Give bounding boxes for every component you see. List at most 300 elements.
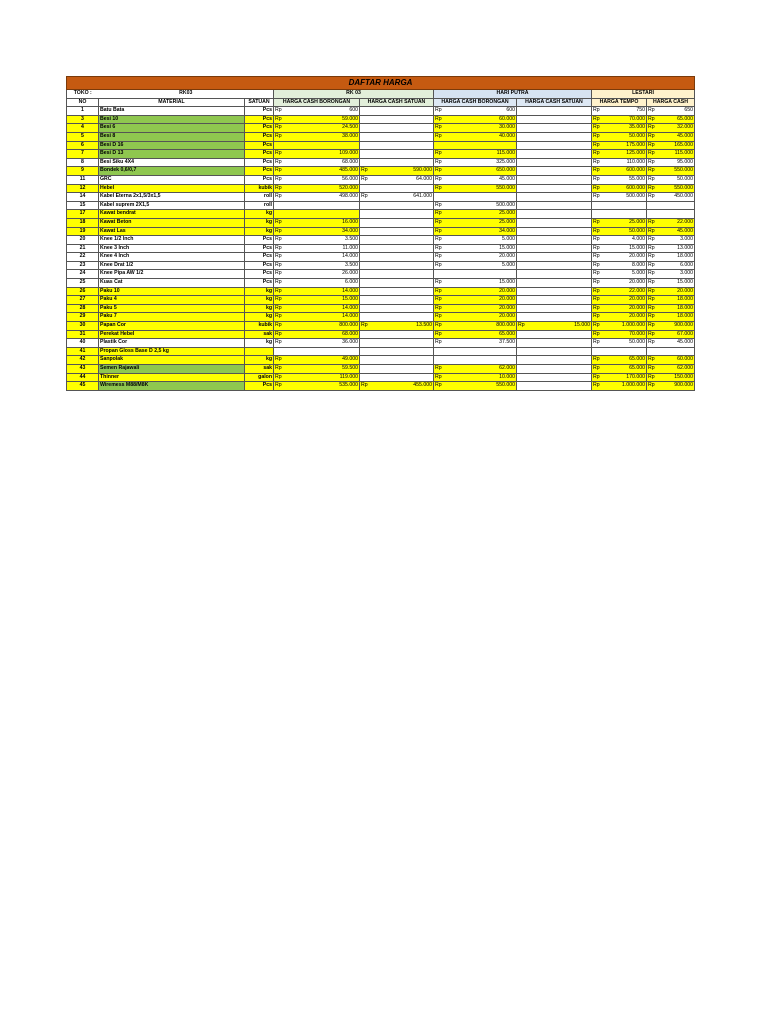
currency-label-haripu-borongan (434, 270, 444, 279)
unit-cell: Pcs (245, 150, 274, 159)
currency-label-haripu-satuan: Rp (517, 322, 527, 331)
price-lestari-tempo: 50.000 (602, 132, 647, 141)
currency-label-rk03-borongan: Rp (274, 304, 284, 313)
sheet-title: DAFTAR HARGA (67, 77, 695, 90)
row-number: 29 (67, 313, 99, 322)
material-name: Sanpolak (99, 356, 245, 365)
currency-label-lestari-tempo: Rp (592, 244, 602, 253)
price-rk03-borongan: 14.000 (284, 304, 360, 313)
material-name: Knee 3 Inch (99, 244, 245, 253)
price-lestari-cash: 150.000 (657, 373, 695, 382)
table-row (67, 356, 695, 365)
price-lestari-cash: 50.000 (657, 175, 695, 184)
material-name: Paku 10 (99, 287, 245, 296)
price-rk03-borongan: 15.000 (284, 296, 360, 305)
price-lestari-tempo: 4.000 (602, 236, 647, 245)
price-rk03-borongan: 14.000 (284, 253, 360, 262)
currency-label-rk03-borongan: Rp (274, 253, 284, 262)
unit-cell: kg (245, 313, 274, 322)
price-rk03-satuan (370, 201, 434, 210)
row-number: 42 (67, 356, 99, 365)
shop-header-rk03: RK 03 (274, 90, 434, 99)
currency-label-haripu-satuan (517, 373, 527, 382)
currency-label-rk03-satuan: Rp (360, 382, 370, 391)
unit-cell: kg (245, 339, 274, 348)
price-rk03-borongan: 14.000 (284, 313, 360, 322)
price-haripu-satuan (527, 124, 592, 133)
price-rk03-borongan: 800.000 (284, 322, 360, 331)
price-lestari-cash: 3.000 (657, 236, 695, 245)
col-header-borongan-2: HARGA CASH BORONGAN (434, 98, 517, 107)
currency-label-rk03-borongan: Rp (274, 107, 284, 116)
currency-label-haripu-satuan (517, 339, 527, 348)
price-lestari-cash: 115.000 (657, 150, 695, 159)
price-lestari-tempo: 65.000 (602, 365, 647, 374)
currency-label-lestari-cash: Rp (647, 365, 657, 374)
currency-label-lestari-tempo: Rp (592, 382, 602, 391)
price-rk03-borongan: 49.000 (284, 356, 360, 365)
price-lestari-cash: 900.000 (657, 382, 695, 391)
currency-label-rk03-borongan: Rp (274, 382, 284, 391)
price-haripu-satuan (527, 115, 592, 124)
price-lestari-tempo: 125.000 (602, 150, 647, 159)
price-haripu-borongan: 5.000 (444, 236, 517, 245)
price-haripu-borongan: 30.000 (444, 124, 517, 133)
table-row (67, 313, 695, 322)
row-number: 24 (67, 270, 99, 279)
price-haripu-satuan (527, 107, 592, 116)
currency-label-rk03-satuan: Rp (360, 322, 370, 331)
row-number: 41 (67, 347, 99, 356)
currency-label-haripu-borongan: Rp (434, 107, 444, 116)
currency-label-haripu-borongan (434, 141, 444, 150)
price-rk03-satuan (370, 313, 434, 322)
price-haripu-borongan: 115.000 (444, 150, 517, 159)
currency-label-lestari-cash: Rp (647, 287, 657, 296)
table-row (67, 279, 695, 288)
price-haripu-satuan (527, 184, 592, 193)
col-header-borongan-1: HARGA CASH BORONGAN (274, 98, 360, 107)
shop-header-lestari: LESTARI (592, 90, 695, 99)
price-haripu-borongan: 10.000 (444, 373, 517, 382)
currency-label-haripu-satuan (517, 210, 527, 219)
col-header-satuan: SATUAN (245, 98, 274, 107)
price-rk03-satuan (370, 210, 434, 219)
currency-label-haripu-satuan (517, 175, 527, 184)
currency-label-rk03-borongan: Rp (274, 373, 284, 382)
price-rk03-satuan (370, 365, 434, 374)
price-lestari-cash: 60.000 (657, 356, 695, 365)
material-name: Besi D 13 (99, 150, 245, 159)
price-rk03-borongan: 16.000 (284, 218, 360, 227)
currency-label-rk03-borongan (274, 210, 284, 219)
unit-cell: kg (245, 210, 274, 219)
price-rk03-borongan: 3.500 (284, 261, 360, 270)
price-rk03-satuan (370, 330, 434, 339)
currency-label-lestari-cash: Rp (647, 158, 657, 167)
price-rk03-borongan: 535.000 (284, 382, 360, 391)
price-haripu-satuan (527, 253, 592, 262)
price-rk03-satuan (370, 132, 434, 141)
price-rk03-borongan: 26.000 (284, 270, 360, 279)
price-haripu-borongan: 37.500 (444, 339, 517, 348)
unit-cell: kg (245, 356, 274, 365)
material-name: Plastik Cor (99, 339, 245, 348)
currency-label-haripu-satuan (517, 184, 527, 193)
material-name: Knee 1/2 Inch (99, 236, 245, 245)
price-haripu-satuan (527, 270, 592, 279)
currency-label-rk03-borongan: Rp (274, 339, 284, 348)
table-row (67, 184, 695, 193)
price-rk03-satuan (370, 279, 434, 288)
currency-label-rk03-satuan (360, 236, 370, 245)
unit-cell: roll (245, 201, 274, 210)
price-rk03-satuan (370, 124, 434, 133)
price-lestari-tempo: 35.000 (602, 124, 647, 133)
row-number: 43 (67, 365, 99, 374)
unit-cell: Pcs (245, 261, 274, 270)
price-lestari-tempo: 25.000 (602, 218, 647, 227)
currency-label-rk03-borongan: Rp (274, 365, 284, 374)
price-lestari-tempo: 15.000 (602, 244, 647, 253)
price-haripu-borongan: 15.000 (444, 244, 517, 253)
price-lestari-cash: 650 (657, 107, 695, 116)
price-haripu-borongan: 20.000 (444, 253, 517, 262)
currency-label-rk03-borongan: Rp (274, 184, 284, 193)
currency-label-rk03-satuan (360, 244, 370, 253)
price-haripu-satuan (527, 347, 592, 356)
currency-label-rk03-borongan: Rp (274, 167, 284, 176)
currency-label-haripu-satuan (517, 132, 527, 141)
material-name: GRC (99, 175, 245, 184)
row-number: 5 (67, 132, 99, 141)
unit-cell: Pcs (245, 141, 274, 150)
currency-label-rk03-borongan: Rp (274, 313, 284, 322)
table-row (67, 373, 695, 382)
currency-label-haripu-satuan (517, 347, 527, 356)
row-number: 45 (67, 382, 99, 391)
currency-label-lestari-cash: Rp (647, 141, 657, 150)
currency-label-lestari-tempo: Rp (592, 115, 602, 124)
price-lestari-tempo: 110.000 (602, 158, 647, 167)
currency-label-lestari-tempo: Rp (592, 322, 602, 331)
currency-label-lestari-tempo: Rp (592, 124, 602, 133)
currency-label-lestari-tempo: Rp (592, 132, 602, 141)
currency-label-rk03-satuan (360, 115, 370, 124)
price-haripu-borongan: 25.000 (444, 210, 517, 219)
material-name: Thinner (99, 373, 245, 382)
table-row (67, 115, 695, 124)
table-row (67, 218, 695, 227)
price-haripu-satuan (527, 339, 592, 348)
currency-label-rk03-satuan (360, 132, 370, 141)
currency-label-haripu-borongan (434, 347, 444, 356)
table-row (67, 287, 695, 296)
currency-label-rk03-satuan (360, 339, 370, 348)
currency-label-lestari-cash: Rp (647, 313, 657, 322)
currency-label-rk03-borongan: Rp (274, 150, 284, 159)
currency-label-lestari-tempo: Rp (592, 373, 602, 382)
table-row (67, 107, 695, 116)
price-haripu-satuan (527, 158, 592, 167)
price-lestari-cash: 22.000 (657, 218, 695, 227)
price-haripu-satuan (527, 141, 592, 150)
currency-label-rk03-satuan (360, 150, 370, 159)
price-lestari-tempo: 170.000 (602, 373, 647, 382)
table-row (67, 193, 695, 202)
table-row (67, 253, 695, 262)
currency-label-lestari-cash: Rp (647, 236, 657, 245)
currency-label-lestari-tempo: Rp (592, 175, 602, 184)
col-header-tempo: HARGA TEMPO (592, 98, 647, 107)
currency-label-rk03-borongan: Rp (274, 279, 284, 288)
material-name: Besi Siku 4X4 (99, 158, 245, 167)
unit-cell: kg (245, 227, 274, 236)
price-haripu-satuan (527, 193, 592, 202)
unit-cell: Pcs (245, 158, 274, 167)
price-lestari-tempo: 70.000 (602, 330, 647, 339)
currency-label-rk03-satuan (360, 313, 370, 322)
currency-label-lestari-cash: Rp (647, 193, 657, 202)
price-haripu-borongan (444, 270, 517, 279)
currency-label-rk03-satuan (360, 261, 370, 270)
price-rk03-satuan (370, 227, 434, 236)
table-row (67, 210, 695, 219)
price-lestari-cash: 550.000 (657, 167, 695, 176)
currency-label-haripu-satuan (517, 270, 527, 279)
currency-label-rk03-satuan (360, 373, 370, 382)
currency-label-lestari-cash: Rp (647, 175, 657, 184)
row-number: 27 (67, 296, 99, 305)
price-rk03-satuan (370, 141, 434, 150)
price-lestari-tempo: 600.000 (602, 184, 647, 193)
price-rk03-borongan: 56.000 (284, 175, 360, 184)
unit-cell: kg (245, 296, 274, 305)
row-number: 17 (67, 210, 99, 219)
currency-label-haripu-satuan (517, 167, 527, 176)
currency-label-haripu-satuan (517, 356, 527, 365)
row-number: 8 (67, 158, 99, 167)
currency-label-lestari-tempo: Rp (592, 227, 602, 236)
price-lestari-cash: 3.000 (657, 270, 695, 279)
currency-label-rk03-satuan (360, 124, 370, 133)
price-lestari-cash: 6.000 (657, 261, 695, 270)
unit-cell: Pcs (245, 175, 274, 184)
price-haripu-satuan: 15.000 (527, 322, 592, 331)
currency-label-rk03-satuan (360, 296, 370, 305)
row-number: 6 (67, 141, 99, 150)
price-lestari-cash: 18.000 (657, 313, 695, 322)
price-rk03-satuan (370, 218, 434, 227)
currency-label-lestari-cash: Rp (647, 115, 657, 124)
currency-label-haripu-satuan (517, 107, 527, 116)
unit-cell: kg (245, 304, 274, 313)
currency-label-rk03-satuan: Rp (360, 175, 370, 184)
currency-label-haripu-borongan: Rp (434, 236, 444, 245)
table-row (67, 347, 695, 356)
currency-label-haripu-satuan (517, 253, 527, 262)
price-rk03-satuan (370, 150, 434, 159)
price-lestari-cash: 15.000 (657, 279, 695, 288)
currency-label-haripu-satuan (517, 365, 527, 374)
price-rk03-satuan (370, 339, 434, 348)
material-name: Kabel suprem 2X1,5 (99, 201, 245, 210)
price-haripu-satuan (527, 287, 592, 296)
price-haripu-satuan (527, 261, 592, 270)
price-lestari-cash: 65.000 (657, 115, 695, 124)
currency-label-haripu-satuan (517, 141, 527, 150)
row-number: 12 (67, 184, 99, 193)
currency-label-lestari-cash: Rp (647, 124, 657, 133)
unit-cell: Pcs (245, 115, 274, 124)
currency-label-rk03-borongan: Rp (274, 158, 284, 167)
price-lestari-cash: 20.000 (657, 287, 695, 296)
currency-label-lestari-tempo: Rp (592, 270, 602, 279)
table-row (67, 158, 695, 167)
currency-label-haripu-borongan: Rp (434, 296, 444, 305)
currency-label-rk03-satuan (360, 184, 370, 193)
currency-label-lestari-cash: Rp (647, 373, 657, 382)
price-rk03-borongan: 38.000 (284, 132, 360, 141)
price-haripu-borongan: 550.000 (444, 382, 517, 391)
price-list-sheet (66, 76, 694, 391)
unit-cell: Pcs (245, 124, 274, 133)
row-number: 21 (67, 244, 99, 253)
unit-cell (245, 347, 274, 356)
currency-label-lestari-tempo: Rp (592, 356, 602, 365)
price-rk03-borongan: 3.500 (284, 236, 360, 245)
currency-label-lestari-cash (647, 210, 657, 219)
price-rk03-borongan: 36.000 (284, 339, 360, 348)
price-lestari-tempo: 1.000.000 (602, 382, 647, 391)
price-rk03-borongan: 34.000 (284, 227, 360, 236)
price-rk03-borongan: 6.000 (284, 279, 360, 288)
currency-label-lestari-cash (647, 347, 657, 356)
currency-label-lestari-tempo: Rp (592, 261, 602, 270)
currency-label-haripu-satuan (517, 236, 527, 245)
price-lestari-tempo: 5.000 (602, 270, 647, 279)
price-lestari-tempo: 65.000 (602, 356, 647, 365)
price-lestari-cash: 165.000 (657, 141, 695, 150)
price-haripu-satuan (527, 279, 592, 288)
currency-label-rk03-satuan (360, 270, 370, 279)
price-lestari-tempo: 20.000 (602, 304, 647, 313)
currency-label-lestari-tempo: Rp (592, 107, 602, 116)
price-haripu-borongan: 20.000 (444, 304, 517, 313)
material-name: Bondek 0,6/0,7 (99, 167, 245, 176)
price-lestari-cash: 62.000 (657, 365, 695, 374)
unit-cell: roll (245, 193, 274, 202)
table-row (67, 141, 695, 150)
unit-cell: kubik (245, 322, 274, 331)
price-haripu-borongan: 20.000 (444, 296, 517, 305)
currency-label-lestari-tempo (592, 347, 602, 356)
price-lestari-tempo (602, 347, 647, 356)
table-row (67, 227, 695, 236)
price-rk03-borongan: 59.500 (284, 365, 360, 374)
row-number: 19 (67, 227, 99, 236)
price-rk03-borongan: 24.500 (284, 124, 360, 133)
currency-label-haripu-borongan: Rp (434, 150, 444, 159)
currency-label-haripu-satuan (517, 382, 527, 391)
material-name: Kuas Cat (99, 279, 245, 288)
currency-label-rk03-borongan (274, 201, 284, 210)
price-lestari-tempo: 20.000 (602, 296, 647, 305)
toko-value: RK03 (99, 90, 274, 99)
price-haripu-borongan: 500.000 (444, 201, 517, 210)
currency-label-lestari-cash: Rp (647, 107, 657, 116)
unit-cell: kubik (245, 184, 274, 193)
table-row (67, 330, 695, 339)
price-lestari-tempo: 70.000 (602, 115, 647, 124)
currency-label-haripu-satuan (517, 193, 527, 202)
price-rk03-satuan (370, 356, 434, 365)
price-rk03-satuan: 590.000 (370, 167, 434, 176)
currency-label-haripu-satuan (517, 330, 527, 339)
currency-label-lestari-cash: Rp (647, 279, 657, 288)
price-rk03-satuan (370, 304, 434, 313)
price-haripu-satuan (527, 365, 592, 374)
price-lestari-cash: 18.000 (657, 304, 695, 313)
price-rk03-satuan: 13.500 (370, 322, 434, 331)
currency-label-rk03-borongan: Rp (274, 244, 284, 253)
price-haripu-borongan: 45.000 (444, 175, 517, 184)
price-haripu-borongan (444, 193, 517, 202)
currency-label-haripu-satuan (517, 313, 527, 322)
currency-label-rk03-satuan (360, 227, 370, 236)
currency-label-lestari-cash: Rp (647, 339, 657, 348)
currency-label-lestari-tempo: Rp (592, 193, 602, 202)
price-rk03-borongan: 520.000 (284, 184, 360, 193)
currency-label-lestari-cash: Rp (647, 150, 657, 159)
price-rk03-borongan (284, 141, 360, 150)
table-row (67, 244, 695, 253)
currency-label-haripu-borongan: Rp (434, 115, 444, 124)
currency-label-lestari-tempo: Rp (592, 218, 602, 227)
price-haripu-satuan (527, 304, 592, 313)
unit-cell: Pcs (245, 382, 274, 391)
price-haripu-satuan (527, 382, 592, 391)
price-haripu-satuan (527, 132, 592, 141)
currency-label-rk03-borongan (274, 347, 284, 356)
currency-label-haripu-borongan: Rp (434, 304, 444, 313)
price-lestari-cash: 32.000 (657, 124, 695, 133)
price-lestari-tempo (602, 201, 647, 210)
currency-label-lestari-tempo: Rp (592, 330, 602, 339)
table-body (67, 77, 695, 391)
price-rk03-borongan: 59.000 (284, 115, 360, 124)
table-row (67, 132, 695, 141)
currency-label-lestari-cash: Rp (647, 184, 657, 193)
price-haripu-borongan: 5.000 (444, 261, 517, 270)
currency-label-rk03-borongan: Rp (274, 330, 284, 339)
table-row (67, 124, 695, 133)
material-name: Knee 4 Inch (99, 253, 245, 262)
price-haripu-satuan (527, 356, 592, 365)
currency-label-lestari-tempo: Rp (592, 141, 602, 150)
price-lestari-cash: 18.000 (657, 296, 695, 305)
currency-label-haripu-borongan: Rp (434, 227, 444, 236)
currency-label-haripu-borongan: Rp (434, 132, 444, 141)
price-rk03-borongan: 485.000 (284, 167, 360, 176)
table-row (67, 270, 695, 279)
material-name: Semen Rajawali (99, 365, 245, 374)
currency-label-haripu-satuan (517, 158, 527, 167)
price-lestari-cash: 450.000 (657, 193, 695, 202)
currency-label-rk03-satuan (360, 158, 370, 167)
currency-label-haripu-borongan: Rp (434, 253, 444, 262)
row-number: 18 (67, 218, 99, 227)
